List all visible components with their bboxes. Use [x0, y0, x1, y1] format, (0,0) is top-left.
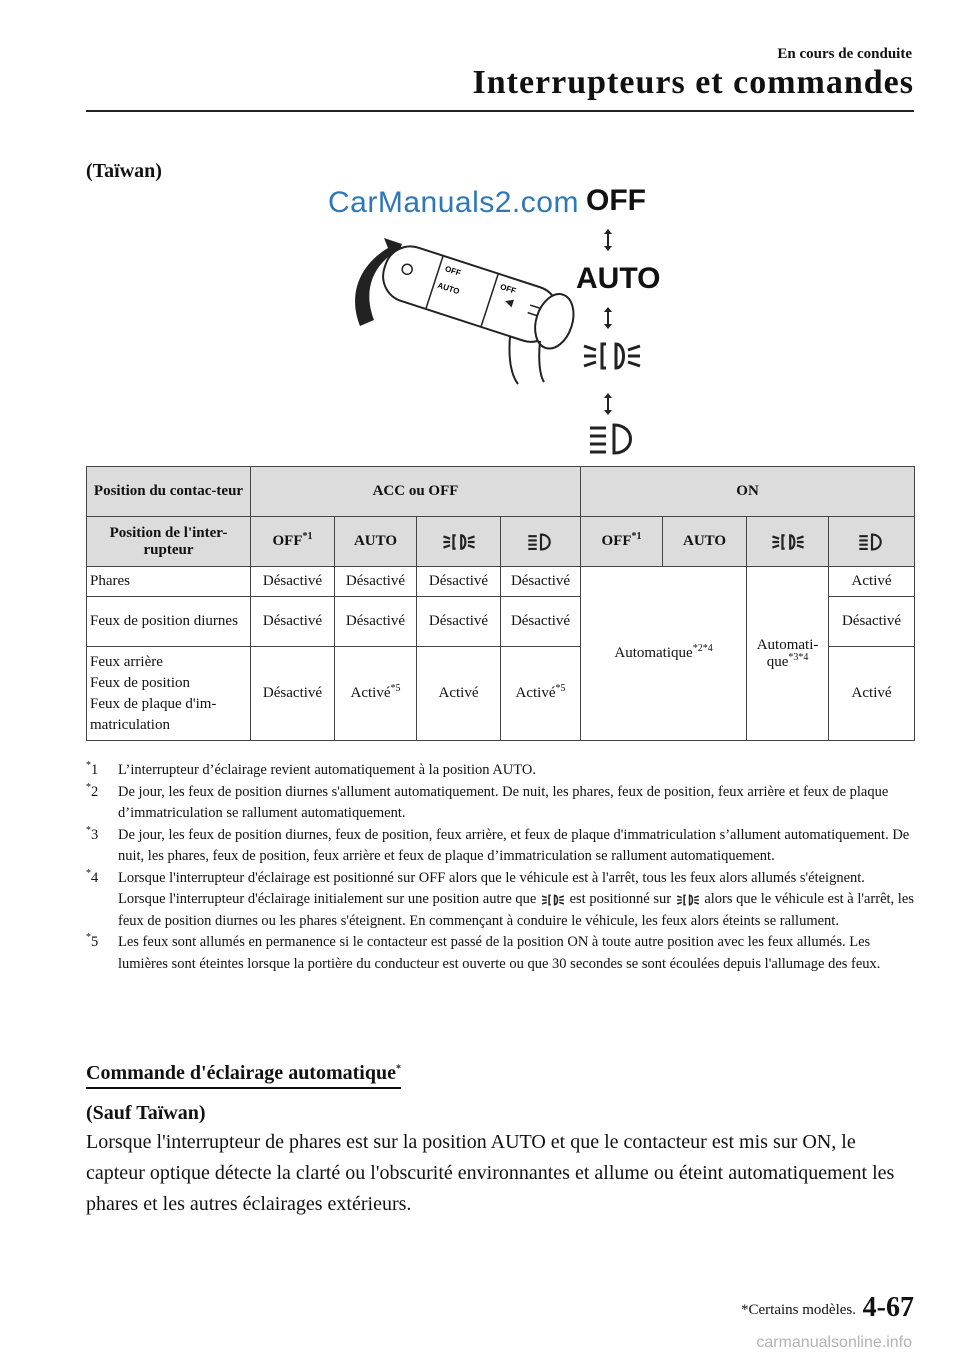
cell-automatique-2: Automati- que$^{*3*4}$ — [747, 567, 829, 741]
cell: Activé$^{*5}$ — [335, 647, 417, 741]
switch-position-header: Position de l'inter-rupteur — [87, 517, 251, 567]
parking-lights-icon — [442, 532, 476, 552]
header-divider — [86, 110, 914, 112]
headlights-icon — [588, 422, 640, 456]
page-title: Interrupteurs et commandes — [472, 64, 914, 101]
row-label-drl: Feux de position diurnes — [87, 597, 251, 647]
models-footnote: *Certains modèles. — [741, 1302, 856, 1318]
footnote-2: *2 De jour, les feux de position diurnes s'allument automatiquement. De nuit, les phares, feux de position, feux arrière et feux de plaque d’immatriculation se rallument automatiquement. — [86, 781, 889, 821]
cell: Activé — [829, 647, 915, 741]
cell: Désactivé — [335, 567, 417, 597]
footnote-5: *5 Les feux sont allumés en permanence si le contacteur est passé de la position ON à toute autre position avec les feux allumés. Les lumières sont éteintes lorsque la portière du conducteur est ouverte ou que 30 secondes se sont écoulées depuis l'allumage des feux. — [86, 932, 881, 972]
cell: Désactivé — [501, 597, 581, 647]
section-heading: Commande d'éclairage automatique* — [86, 1062, 401, 1089]
footnote-1: *1 L’interrupteur d’éclairage revient automatiquement à la position AUTO. — [86, 760, 536, 778]
headlight-col-header-on — [829, 517, 915, 567]
parking-lights-icon — [771, 532, 805, 552]
parking-lights-icon — [675, 893, 701, 907]
footnote-4: *4 Lorsque l'interrupteur d'éclairage est positionné sur OFF alors que le véhicule est à l'arrêt, tous les feux alors allumés s'éteignent. Lorsque l'interrupteur d'éclairage initialement sur une position autre que est positionné sur alors que le véhicule est à l'arrêt, les feux de position diurnes ou les phares s'éteignent. En commençant à conduire le véhicule, les feux alors éteints se rallument. — [86, 867, 914, 929]
section-label: En cours de conduite — [777, 46, 912, 62]
parking-col-header — [417, 517, 501, 567]
off-label: OFF — [586, 184, 646, 217]
cell: Désactivé — [829, 597, 915, 647]
arrow-updown-icon — [602, 392, 614, 416]
page-number: 4-67 — [862, 1292, 914, 1323]
auto-label: AUTO — [576, 262, 661, 295]
cell: Désactivé — [417, 567, 501, 597]
cell: Désactivé — [335, 597, 417, 647]
footnotes — [86, 760, 914, 975]
footnote-3: *3 De jour, les feux de position diurnes, feux de position, feux arrière, et feux de plaque d'immatriculation s’allument automatiquement. De nuit, les phares, feux de position, feux arrière et feux de plaque d’immatriculation se rallument automatiquement. — [86, 824, 910, 864]
row-label-phares: Phares — [87, 567, 251, 597]
row-label-rear: Feux arrière Feux de position Feux de plaque d'im- matriculation — [87, 647, 251, 741]
watermark: CarManuals2.com — [328, 186, 579, 219]
headlights-icon — [527, 533, 555, 551]
headlights-icon — [858, 533, 886, 551]
ignition-header: Position du contac-teur — [87, 467, 251, 517]
footer-watermark: carmanualsonline.info — [756, 1334, 912, 1351]
auto-col-header: AUTO — [335, 517, 417, 567]
parking-lights-icon — [582, 338, 642, 374]
off-col-header: OFF$^{*1}$ — [251, 517, 335, 567]
body-paragraph: Lorsque l'interrupteur de phares est sur la position AUTO et que le contacteur est mis sur ON, le capteur optique détecte la clarté ou l'obscurité environnantes et allume ou éteint automatiquement les phares et les autres éclairages extérieurs. — [86, 1131, 895, 1215]
parking-lights-icon — [540, 893, 566, 907]
svg-text:AUTO: AUTO — [436, 280, 461, 297]
cell: Désactivé — [501, 567, 581, 597]
region-heading: (Taïwan) — [86, 160, 162, 182]
cell: Désactivé — [251, 597, 335, 647]
on-header: ON — [581, 467, 915, 517]
svg-text:OFF: OFF — [499, 282, 518, 296]
acc-off-header: ACC ou OFF — [251, 467, 581, 517]
cell-automatique: Automatique$^{*2*4}$ — [581, 567, 747, 741]
cell: Activé$^{*5}$ — [501, 647, 581, 741]
parking-col-header-on — [747, 517, 829, 567]
cell: Désactivé — [417, 597, 501, 647]
headlight-col-header — [501, 517, 581, 567]
auto-col-header-on: AUTO — [663, 517, 747, 567]
sub-heading: (Sauf Taïwan) — [86, 1102, 206, 1124]
off-col-header-on: OFF$^{*1}$ — [581, 517, 663, 567]
cell: Désactivé — [251, 647, 335, 741]
cell: Activé — [829, 567, 915, 597]
stalk-body — [376, 240, 580, 354]
cell: Désactivé — [251, 567, 335, 597]
arrow-updown-icon — [602, 228, 614, 252]
svg-text:OFF: OFF — [443, 264, 462, 278]
cell: Activé — [417, 647, 501, 741]
light-position-table — [86, 466, 915, 741]
arrow-updown-icon — [602, 306, 614, 330]
